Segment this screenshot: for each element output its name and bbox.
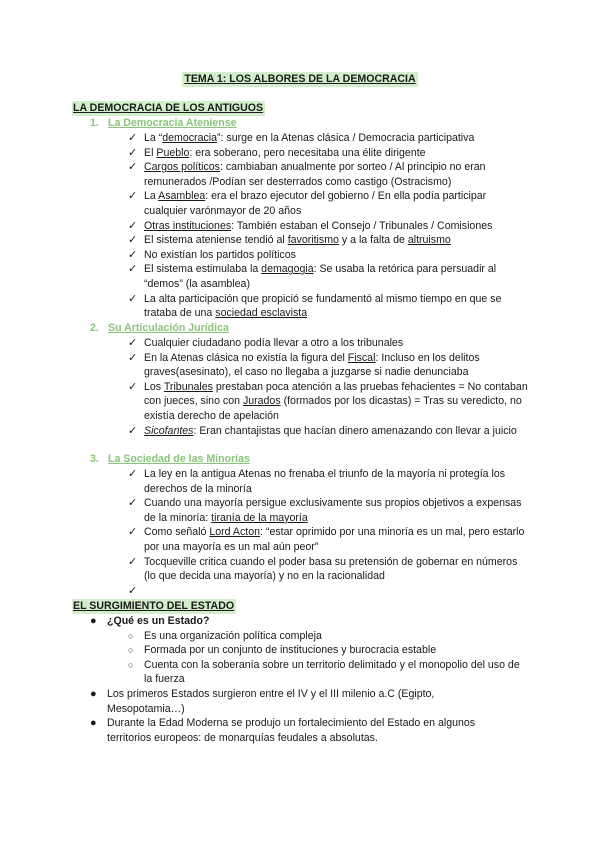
list-sociedad-minorias xyxy=(0,467,600,598)
list-item: ● Durante la Edad Moderna se produjo un fortalecimiento del Estado en algunos territorios europeos: de monarquías feudales a absolutas. xyxy=(90,717,476,744)
check-icon: ✓ xyxy=(128,380,138,393)
list-item: ○ Es una organización política compleja xyxy=(128,629,322,642)
check-icon: ✓ xyxy=(128,337,138,349)
list-item xyxy=(0,584,600,599)
list-item: ✓ En la Atenas clásica no existía la figura del Fiscal: Incluso en los delitos graves(asesinato), el caso no llegaba a juzgarse si nadie denunciaba xyxy=(128,351,480,379)
list-estado xyxy=(0,614,600,745)
subheading-democracia-ateniense: 1. La Democracia Ateniense xyxy=(90,117,237,129)
check-icon: ✓ xyxy=(128,292,138,305)
subheading-sociedad-minorias: 3. La Sociedad de las Minorías xyxy=(90,453,250,465)
list-item: ✓ Tocqueville critica cuando el poder basa su pretensión de gobernar en números (lo que decida una mayoría) y no en la racionalidad xyxy=(128,555,518,583)
check-icon: ✓ xyxy=(128,248,138,261)
check-icon: ✓ xyxy=(128,468,138,480)
check-icon: ✓ xyxy=(128,146,138,159)
circle-bullet-icon: ○ xyxy=(128,659,134,670)
check-icon: ✓ xyxy=(128,190,138,203)
circle-bullet-icon: ○ xyxy=(128,630,134,641)
list-item: ✓ El Pueblo: era soberano, pero necesitaba una élite dirigente xyxy=(128,146,426,159)
check-icon: ✓ xyxy=(128,219,138,232)
list-item: ✓ Otras instituciones: También estaban el Consejo / Tribunales / Comisiones xyxy=(128,219,493,232)
list-item: ✓ Cuando una mayoría persigue exclusivamente sus propios objetivos a expensas de la minoría: tiranía de la mayoría xyxy=(128,497,522,524)
bullet-icon: ● xyxy=(90,687,97,700)
list-item: ✓ Sicofantes: Eran chantajistas que hacían dinero amenazando con llevar a juicio xyxy=(128,424,517,437)
check-icon: ✓ xyxy=(128,526,138,539)
check-icon: ✓ xyxy=(128,263,138,276)
bullet-icon: ● xyxy=(90,717,97,730)
list-democracia-ateniense xyxy=(0,131,600,321)
check-icon: ✓ xyxy=(128,424,138,437)
page-title: TEMA 1: LOS ALBORES DE LA DEMOCRACIA xyxy=(184,73,416,85)
list-articulacion-juridica xyxy=(0,336,600,438)
check-icon: ✓ xyxy=(128,555,138,568)
list-item: ✓ La “democracia”: surge en la Atenas clásica / Democracia participativa xyxy=(128,132,475,144)
list-item: ○ Cuenta con la soberanía sobre un territorio delimitado y el monopolio del uso de la fuerza xyxy=(128,658,520,686)
check-icon: ✓ xyxy=(128,351,138,364)
list-item: ✓ La alta participación que propició se fundamentó al mismo tiempo en que se trataba de una sociedad esclavista xyxy=(128,292,502,320)
list-item: ✓ El sistema estimulaba la demagogia: Se usaba la retórica para persuadir al “demos” (la asamblea) xyxy=(128,263,497,290)
list-item: ✓ La Asamblea: era el brazo ejecutor del gobierno / En ella podía participar cualquier varónmayor de 20 años xyxy=(128,190,487,217)
bullet-icon: ● xyxy=(90,615,97,627)
list-item: ✓ Los Tribunales prestaban poca atención a las pruebas fehacientes = No contaban con jueces, sino con Jurados (formados por los dicastas) = Tras su veredicto, no existía derecho de apelación xyxy=(128,380,528,422)
section-heading-antiguos: LA DEMOCRACIA DE LOS ANTIGUOS xyxy=(73,102,264,114)
list-item: ✓ Cargos políticos: cambiaban anualmente por sorteo / Al principio no eran remunerados /Podían ser desterrados como castigo (Ostracismo) xyxy=(128,161,486,188)
check-icon: ✓ xyxy=(128,132,138,144)
check-icon: ✓ xyxy=(128,584,138,597)
circle-bullet-icon: ○ xyxy=(128,645,134,656)
check-icon: ✓ xyxy=(128,234,138,247)
subheading-articulacion-juridica: 2. Su Articulación Jurídica xyxy=(90,322,229,334)
list-item: ✓ Como señaló Lord Acton: “estar oprimido por una minoría es un mal, pero estarlo por una mayoría es un mal aún peor” xyxy=(128,526,525,553)
section-heading-estado: EL SURGIMIENTO DEL ESTADO xyxy=(73,600,235,612)
list-item: ✓ El sistema ateniense tendió al favoritismo y a la falta de altruismo xyxy=(128,234,451,247)
list-item: ✓ No existían los partidos políticos xyxy=(128,248,296,261)
list-item: ○ Formada por un conjunto de instituciones y burocracia estable xyxy=(128,644,437,657)
list-item: ✓ Cualquier ciudadano podía llevar a otro a los tribunales xyxy=(128,337,404,349)
list-item: ● ¿Qué es un Estado? xyxy=(90,615,210,627)
check-icon: ✓ xyxy=(128,497,138,510)
check-icon: ✓ xyxy=(128,161,138,174)
list-item: ● Los primeros Estados surgieron entre el IV y el III milenio a.C (Egipto, Mesopotamia…) xyxy=(90,687,435,715)
list-item: ✓ La ley en la antigua Atenas no frenaba el triunfo de la mayoría ni protegía los derechos de la minoría xyxy=(128,468,506,495)
